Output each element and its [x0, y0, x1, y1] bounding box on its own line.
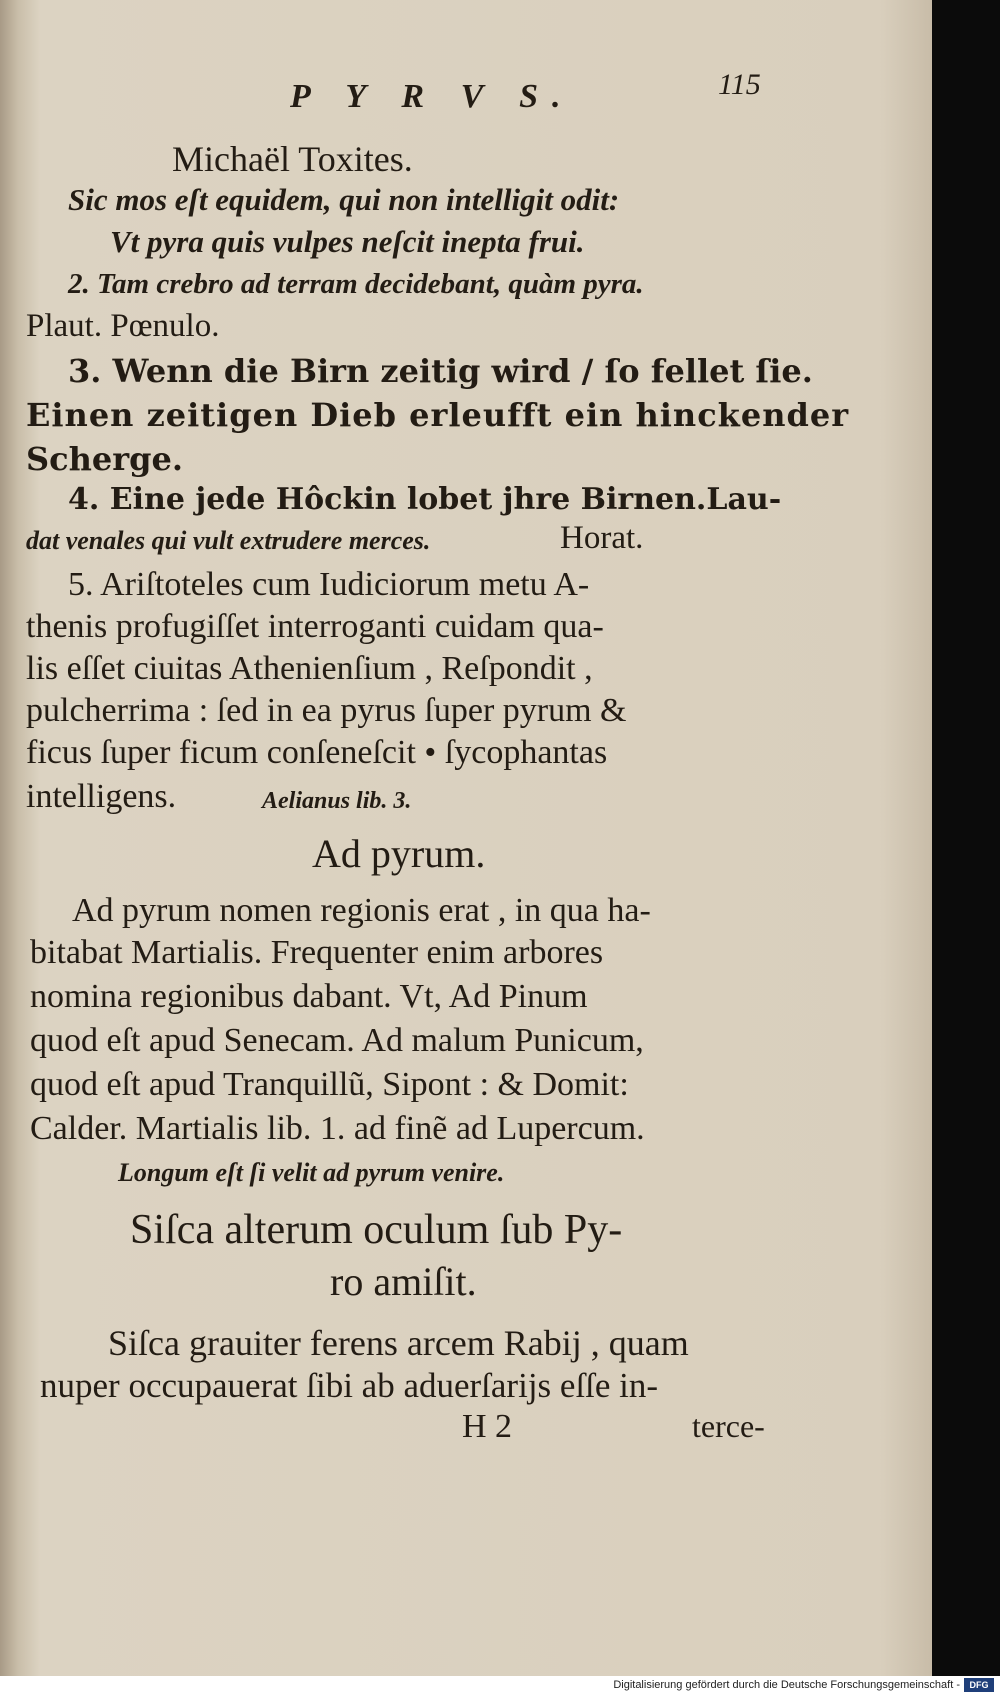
text-line: Aelianus lib. 3.	[262, 788, 412, 814]
page-number: 115	[718, 68, 761, 101]
text-line: Longum eſt ſi velit ad pyrum venire.	[118, 1158, 505, 1187]
text-line: bitabat Martialis. Frequenter enim arbores	[30, 934, 604, 971]
text-line: 4. Eine jede Hôckin lobet jhre Birnen.Lau-	[68, 482, 782, 517]
text-line: quod eſt apud Senecam. Ad malum Punicum,	[30, 1022, 644, 1059]
section-heading: Siſca alterum oculum ſub Py-	[130, 1207, 623, 1253]
text-line: Siſca grauiter ferens arcem Rabij , quam	[108, 1323, 689, 1363]
scan-border	[932, 0, 1000, 1676]
text-line: Plaut. Pœnulo.	[26, 308, 220, 344]
text-line: Calder. Martialis lib. 1. ad finẽ ad Lupercum.	[30, 1110, 645, 1147]
text-line: 5. Ariſtoteles cum Iudiciorum metu A-	[68, 566, 590, 603]
section-heading: Ad pyrum.	[312, 831, 486, 876]
text-line: nuper occupauerat ſibi ab aduerſarijs eſſe in-	[40, 1366, 659, 1405]
catchword: terce-	[692, 1408, 765, 1444]
section-heading: ro amiſit.	[330, 1259, 477, 1304]
dfg-logo-icon: DFG	[964, 1678, 994, 1692]
text-line: dat venales qui vult extrudere merces.	[26, 526, 431, 555]
text-line: 3. Wenn die Birn zeitig wird / ſo fellet ſie.	[68, 352, 813, 390]
credit-bar	[0, 1676, 1000, 1696]
text-line: quod eſt apud Tranquillũ, Sipont : & Domit:	[30, 1066, 629, 1103]
credit-text: Digitalisierung gefördert durch die Deutsche Forschungsgemeinschaft -	[613, 1679, 960, 1691]
text-line: Vt pyra quis vulpes neſcit inepta frui.	[110, 224, 585, 259]
text-line: 2. Tam crebro ad terram decidebant, quàm pyra.	[68, 268, 644, 300]
text-line: pulcherrima : ſed in ea pyrus ſuper pyrum &	[26, 692, 627, 729]
signature-mark: H 2	[462, 1408, 513, 1445]
text-line: Horat.	[560, 520, 644, 556]
text-line: intelligens.	[26, 778, 177, 815]
text-line: ficus ſuper ficum conſeneſcit • ſycophantas	[26, 734, 608, 771]
running-title: P Y R V S.	[290, 78, 575, 115]
text-line: Ad pyrum nomen regionis erat , in qua ha-	[72, 892, 651, 929]
text-line: Michaël Toxites.	[172, 139, 413, 179]
text-line: Sic mos eſt equidem, qui non intelligit odit:	[68, 182, 620, 217]
text-line: thenis profugiſſet interroganti cuidam qua-	[26, 608, 604, 645]
text-line: nomina regionibus dabant. Vt, Ad Pinum	[30, 978, 588, 1015]
text-line: lis eſſet ciuitas Athenienſium , Reſpondit ,	[26, 650, 593, 687]
text-line: Scherge.	[26, 440, 183, 478]
text-line: Einen zeitigen Dieb erleufft ein hinckender	[26, 396, 850, 434]
